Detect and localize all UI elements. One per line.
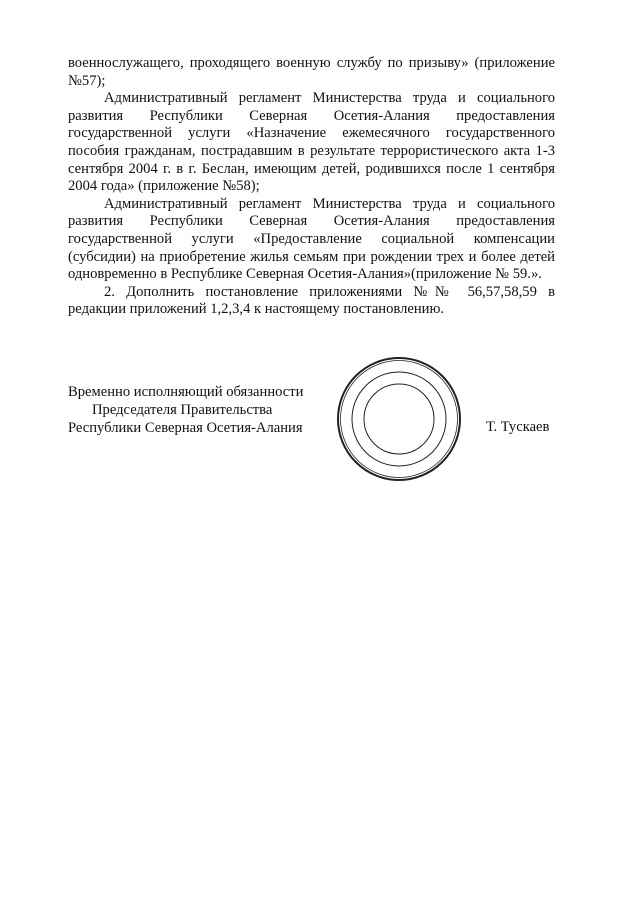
signer-title-line-1: Временно исполняющий обязанности — [68, 384, 304, 400]
official-seal-stamp — [336, 356, 462, 482]
signer-title-line-3: Республики Северная Осетия-Алания — [68, 420, 303, 436]
paragraph-appendix-57: военнослужащего, проходящего военную службу по призыву» (приложение №57); — [68, 55, 555, 89]
signature-block — [68, 383, 368, 437]
paragraph-appendix-59: Административный регламент Министерства труда и социального развития Республики Северная Осетия-Алания предоставления государственной услуги «Предоставление социальной компенсации (субсидии) на приобретение жилья семьям при рождении трех и более детей одновременно в Республике Северная Осетия-Алания»(приложение № 59.». — [68, 195, 555, 283]
paragraph-amendment: 2. Дополнить постановление приложениями №№ 56,57,58,59 в редакции приложений 1,2,3,4 к настоящему постановлению. — [68, 283, 555, 318]
signer-title-line-2: Председателя Правительства — [92, 402, 273, 418]
document-body — [68, 55, 555, 319]
signer-name: Т. Тускаев — [486, 419, 550, 435]
paragraph-appendix-58: Административный регламент Министерства труда и социального развития Республики Северная Осетия-Алания предоставления государственной услуги «Назначение ежемесячного государственного пособия гражданам, пострадавшим в результате террористического акта 1-3 сентября 2004 г. в г. Беслан, имеющим детей, родившихся после 1 сентября 2004 года» (приложение №58); — [68, 90, 555, 195]
